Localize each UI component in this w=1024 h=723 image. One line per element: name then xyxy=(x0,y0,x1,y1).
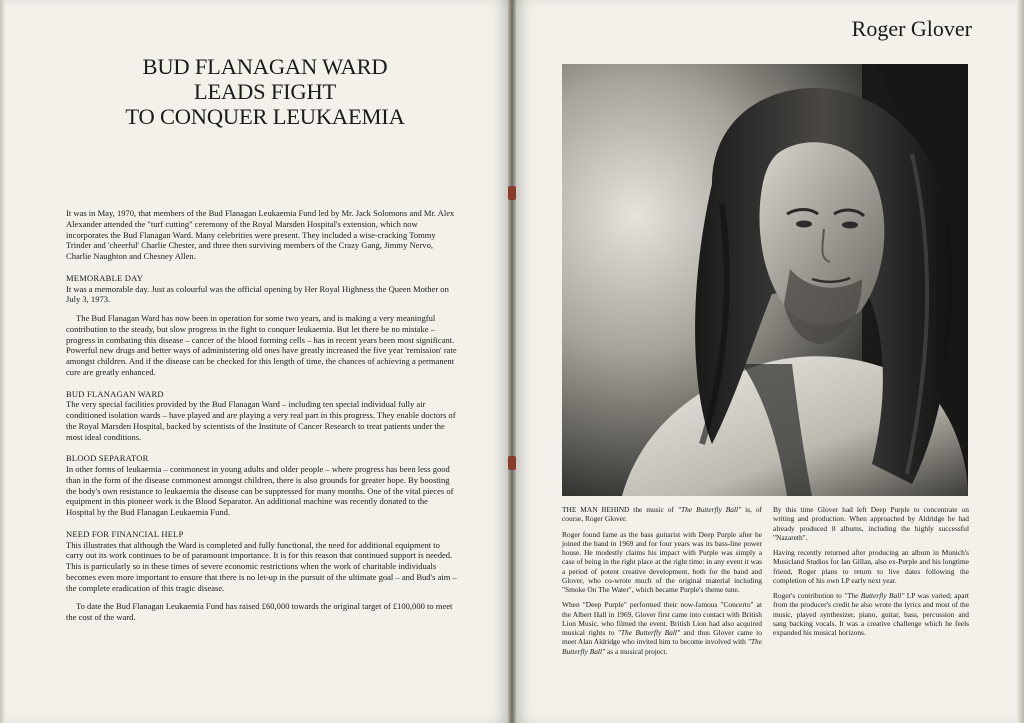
right-eye xyxy=(842,222,858,229)
caption-col2-para-3-pre: Roger's contribution to xyxy=(773,591,845,600)
headline-line-1: BUD FLANAGAN WARD xyxy=(142,54,388,79)
staple-top xyxy=(508,186,516,200)
caption-col1-para-1-pre: THE MAN BEHIND the music of xyxy=(562,505,678,514)
caption-col1-para-2: Roger found fame as the bass guitarist with Deep Purple after he joined the band in 1969 and for four years was its bass-line power house. He modestly claims his impact with Purple was simply a case of being in the right place at the right time: in any event it was a period of potent creative development, both for the band and Glover, who co-wrote much of the original material including "Smoke On The Water", which became Purple's theme tune. xyxy=(562,529,762,594)
page-gutter xyxy=(508,0,516,723)
headline-line-3: TO CONQUER LEUKAEMIA xyxy=(125,104,405,129)
left-eye xyxy=(796,221,812,228)
caption-col1-para-3-title-2: "The Butterfly Ball" xyxy=(562,637,762,656)
caption-col2-para-3 xyxy=(773,591,969,637)
caption-column-right xyxy=(773,505,969,643)
article-body xyxy=(66,208,458,623)
ward-paragraph: The very special facilities provided by the Bud Flanagan Ward – including ten special individual fully air conditioned isolation wards – have played and are playing a very real part in this progress. They enable doctors of the Royal Marsden Hospital, backed by scientists of the Institute of Cancer Research to treat patients under the most ideal conditions. xyxy=(66,399,456,442)
caption-col1-para-3-mid: and thus Glover came to meet Alan Aldridge who invited him to become involved with xyxy=(562,628,762,647)
section-heading-blood-separator: BLOOD SEPARATOR xyxy=(66,453,149,464)
caption-col2-para-2: Having recently returned after producing an album in Munich's Musicland Studios for Ian Gillan, also ex-Purple and his longtime friend, Roger plans to return to live dates following the completion of his own LP early next year. xyxy=(773,548,969,585)
caption-col1-para-1-post: is, of course, Roger Glover. xyxy=(562,505,762,524)
page-title-roger-glover: Roger Glover xyxy=(851,16,972,41)
memorable-day-paragraph: It was a memorable day. Just as colourful was the official opening by Her Royal Highness the Queen Mother on July 3, 1973. xyxy=(66,283,449,305)
portrait-illustration xyxy=(562,64,968,496)
caption-col1-para-3 xyxy=(562,600,762,656)
blood-separator-paragraph: In other forms of leukaemia – commonest in young adults and older people – where progress has been less good than in the form of the disease commonest amongst children, there is also grounds for greater hope. By boosting the body's own resistance to leukaemia the disease can be suppressed for many months. One of the vital pieces of equipment in this pioneer work is the Blood Separator. An additional machine was recently donated to the Hospital by the Bud Flanagan Leukaemia Fund. xyxy=(66,464,454,517)
caption-col1-para-3-title-1: "The Butterfly Ball" xyxy=(617,628,681,637)
caption-column-left xyxy=(562,505,762,662)
caption-col1-para-3-post: as a musical project. xyxy=(605,646,668,656)
closing-paragraph: To date the Bud Flanagan Leukaemia Fund has raised £60,000 towards the original target of £100,000 to meet the cost of the ward. xyxy=(66,601,453,622)
staple-bottom xyxy=(508,456,516,470)
caption-col2-para-3-title: "The Butterfly Ball" xyxy=(844,591,905,600)
caption-col2-para-1: By this time Glover had left Deep Purple to concentrate on writing and production. When approached by Aldridge he had already produced 8 albums, including the highly successful "Nazareth". xyxy=(773,505,969,542)
caption-col1-para-1-title: "The Butterfly Ball" xyxy=(677,505,742,514)
caption-col1-para-3-pre: When "Deep Purple" performed their now-famous "Concerto" at the Albert Hall in 1969, Glover first came into contact with British Lion Music, who filmed the event. British Lion had also acquired musical rights to xyxy=(562,600,762,637)
headline-line-2: LEADS FIGHT xyxy=(193,79,337,104)
caption-col2-para-3-post: LP was varied; apart from the producer's credit he also wrote the lyrics and most of the music, played synthesizer, piano, guitar, bass, percussion and sang backing vocals. It was a creative challenge which he feels expanded his musical horizons. xyxy=(773,591,969,637)
section-heading-memorable-day: MEMORABLE DAY xyxy=(66,272,144,283)
article-headline xyxy=(70,54,460,129)
progress-paragraph: The Bud Flanagan Ward has now been in operation for some two years, and is making a very meaningful contribution to the steady, but slow progress in the fight to conquer leukaemia. But let there be no mistake – progress in combating this disease – cancer of the blood forming cells – has in recent years been most significant. Powerful new drugs and better ways of administering old ones have greatly increased the five year 'remission' rate amongst children. And if the disease can be checked for this length of time, the chances of achieving a permanent cure are greatly enhanced. xyxy=(66,313,457,377)
left-page-edge xyxy=(0,0,6,723)
section-heading-financial-help: NEED FOR FINANCIAL HELP xyxy=(66,528,184,539)
right-page-edge xyxy=(1016,0,1024,723)
portrait-photo xyxy=(562,64,968,496)
section-heading-bud-flanagan-ward: BUD FLANAGAN WARD xyxy=(66,388,164,399)
caption-col1-para-1 xyxy=(562,505,762,524)
financial-help-paragraph: This illustrates that although the Ward is completed and fully functional, the need for additional equipment to carry out its work continues to be of paramount importance. It is for this reason that continued support is needed. This is particularly so in these times of severe economic restrictions when the work of charitable individuals becomes even more important to ensure that there is no let-up in the pursuit of the ultimate goal – and Bud's aim – the complete eradication of this tragic disease. xyxy=(66,539,457,593)
intro-paragraph: It was in May, 1970, that members of the Bud Flanagan Leukaemia Fund led by Mr. Jack Solomons and Mr. Alex Alexander attended the "turf cutting" ceremony of the Royal Marsden Hospital's extension, which now incorporates the Bud Flanagan Ward. Many celebrities were present. They included a wise-cracking Tommy Trinder and 'cheerful' Charlie Chester, and three then surviving members of the Crazy Gang, Jimmy Nervo, Charlie Naughton and Chesney Allen. xyxy=(66,208,455,261)
